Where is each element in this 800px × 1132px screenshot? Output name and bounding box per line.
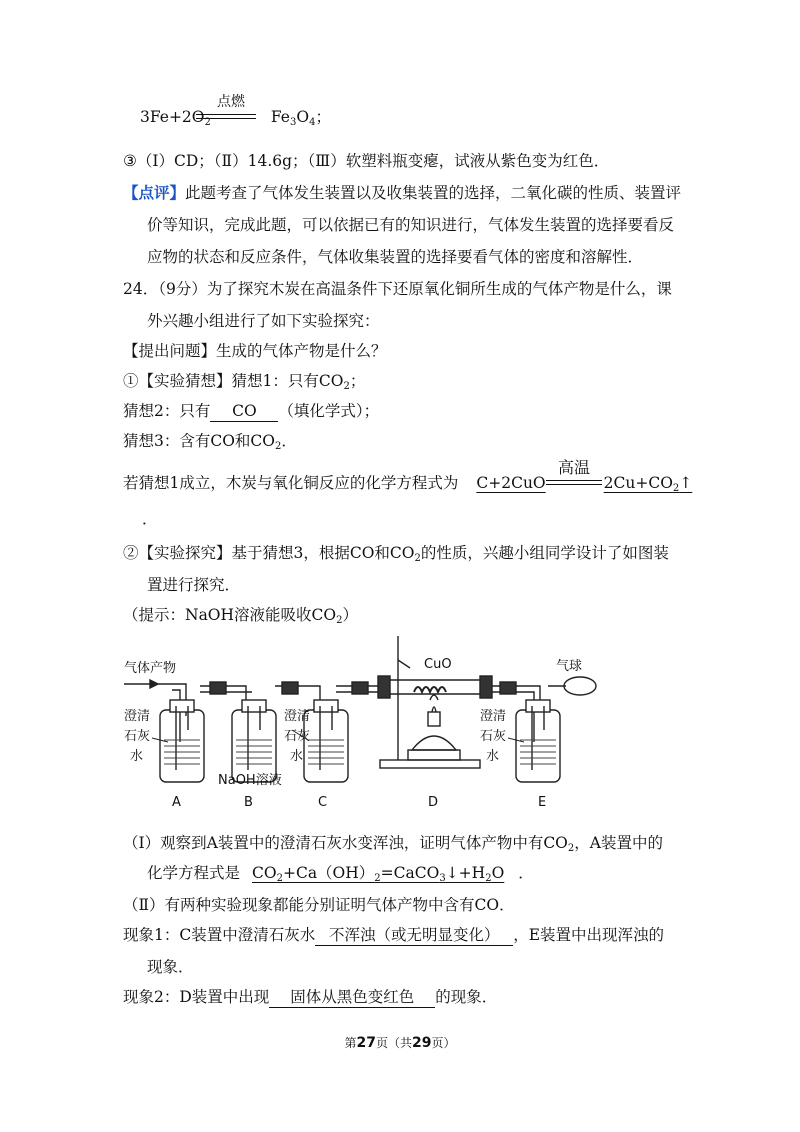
- p1-text-2: ，E装置中出现浑浊的: [513, 926, 665, 944]
- letter-b: B: [244, 795, 253, 810]
- limewater-e-2: 石灰: [480, 729, 507, 744]
- phenomenon-1: [123, 924, 664, 946]
- subscript: 3: [289, 117, 297, 128]
- page-total: 29: [412, 1035, 432, 1051]
- subscript: 2: [275, 441, 282, 452]
- eq-intro: 若猜想1成立，木炭与氧化铜反应的化学方程式为: [123, 474, 459, 492]
- eq-arrow: ↑: [679, 474, 693, 492]
- p1-answer: 不浑浊（或无明显变化）: [315, 925, 513, 946]
- ans-seg: +Ca（OH）: [282, 864, 375, 882]
- q24-line-2: 外兴趣小组进行了如下实验探究：: [147, 312, 380, 330]
- letter-e: E: [538, 795, 547, 810]
- subscript: 2: [567, 843, 575, 854]
- subscript: 2: [336, 615, 343, 626]
- part1-line-1: [123, 832, 663, 854]
- subscript: 3: [439, 873, 446, 884]
- limewater-e-3: 水: [486, 749, 500, 764]
- comment-tag: 【点评】: [123, 183, 186, 202]
- naoh-label: NaOH溶液: [218, 773, 282, 788]
- hint-text: （提示：NaOH溶液能吸收CO: [123, 606, 337, 624]
- reaction1-left: 3Fe+2O: [140, 108, 205, 126]
- p2-text: 现象2：D装置中出现: [123, 988, 270, 1006]
- footer-mid: 页（共: [375, 1036, 412, 1050]
- limewater-e-1: 澄清: [480, 709, 507, 724]
- hint-end: ）: [342, 606, 358, 624]
- limewater-a-1: 澄清: [124, 709, 151, 724]
- subscript: 2: [374, 873, 381, 884]
- subscript: 4: [309, 117, 316, 128]
- ans-seg: ↓+H: [445, 864, 486, 882]
- part1-line-2: [147, 862, 534, 884]
- limewater-c-2: 石灰: [284, 729, 311, 744]
- phenomenon-1-cont: 现象．: [147, 958, 194, 976]
- p2-text-2: 的现象．: [435, 988, 498, 1006]
- ans-seg: O: [491, 864, 505, 882]
- footer-pre: 第: [344, 1036, 357, 1050]
- comment-line-3: 应物的状态和反应条件，气体收集装置的选择要看气体的密度和溶解性．: [147, 248, 644, 266]
- guess-3-text: 猜想3：含有CO和CO: [123, 432, 275, 450]
- page-number: 27: [356, 1035, 376, 1051]
- limewater-a-2: 石灰: [124, 729, 151, 744]
- subscript: 2: [414, 553, 421, 564]
- phenomenon-2: [123, 986, 497, 1008]
- ans-seg: CO: [252, 864, 277, 882]
- guess-1-end: ；: [349, 372, 366, 390]
- guess-1-text: ①【实验猜想】猜想1：只有CO: [123, 372, 344, 390]
- letter-a: A: [172, 795, 181, 810]
- balloon-label: 气球: [556, 659, 583, 674]
- limewater-a-3: 水: [130, 749, 144, 764]
- subscript: 2: [485, 873, 492, 884]
- guess-2-text: 猜想2：只有: [123, 402, 211, 420]
- p1-text: 现象1：C装置中澄清石灰水: [123, 926, 316, 944]
- part1-intro: 化学方程式是: [147, 864, 241, 882]
- cuo-label: CuO: [424, 657, 452, 672]
- guess-2-answer: CO: [210, 401, 278, 422]
- reaction1-right-mid: O: [296, 108, 310, 126]
- guess-2-end: （填化学式）；: [278, 402, 380, 420]
- reaction1-tail: ；: [315, 108, 331, 126]
- letter-c: C: [318, 795, 328, 810]
- part2-line-1: （Ⅱ）有两种实验现象都能分别证明气体产物中含有CO．: [123, 896, 515, 914]
- q24-question: 【提出问题】生成的气体产物是什么？: [123, 342, 387, 360]
- reaction1-condition: 点燃: [217, 94, 245, 110]
- eq-condition: 高温: [557, 458, 590, 477]
- page-footer: [0, 1034, 800, 1051]
- part1-answer: [240, 862, 518, 884]
- explore-line-2: 置进行探究．: [147, 576, 241, 594]
- part1-text: （Ⅰ）观察到A装置中的澄清石灰水变浑浊，证明气体产物中有CO: [123, 834, 568, 852]
- q24-line-1: 24．（9分）为了探究木炭在高温条件下还原氧化铜所生成的气体产物是什么，课: [123, 280, 672, 298]
- reaction1-right: Fe: [270, 108, 290, 126]
- ans-seg: =CaCO: [380, 864, 440, 882]
- eq-left: C+2CuO: [476, 474, 546, 492]
- explore-text: ②【实验探究】基于猜想3，根据CO和CO: [123, 544, 415, 562]
- p2-answer: 固体从黑色变红色: [269, 987, 435, 1008]
- limewater-c-3: 水: [290, 749, 304, 764]
- subscript: 2: [343, 381, 350, 392]
- eq-right: 2Cu+CO: [603, 474, 673, 492]
- answer-3: ③（Ⅰ）CD；（Ⅱ）14.6g；（Ⅲ）软塑料瓶变瘪，试液从紫色变为红色．: [123, 152, 610, 170]
- subscript: 2: [276, 873, 283, 884]
- footer-post: 页）: [431, 1036, 456, 1050]
- subscript: 2: [672, 483, 680, 494]
- letter-d: D: [428, 795, 439, 810]
- comment-text: 此题考查了气体发生装置以及收集装置的选择，二氧化碳的性质、装置评: [185, 184, 682, 202]
- part1-end: ．: [518, 864, 534, 882]
- part1-text-2: ，A装置中的: [574, 834, 663, 852]
- comment-line-2: 价等知识，完成此题，可以依据已有的知识进行，气体发生装置的选择要看反: [147, 216, 675, 234]
- limewater-c-1: 澄清: [284, 709, 311, 724]
- guess-3-end: ．: [281, 432, 297, 450]
- eq-end: ．: [142, 510, 158, 528]
- explore-text-2: 的性质，兴趣小组同学设计了如图装: [420, 544, 669, 562]
- subscript: 2: [204, 117, 211, 128]
- gas-product-label: 气体产物: [124, 661, 177, 676]
